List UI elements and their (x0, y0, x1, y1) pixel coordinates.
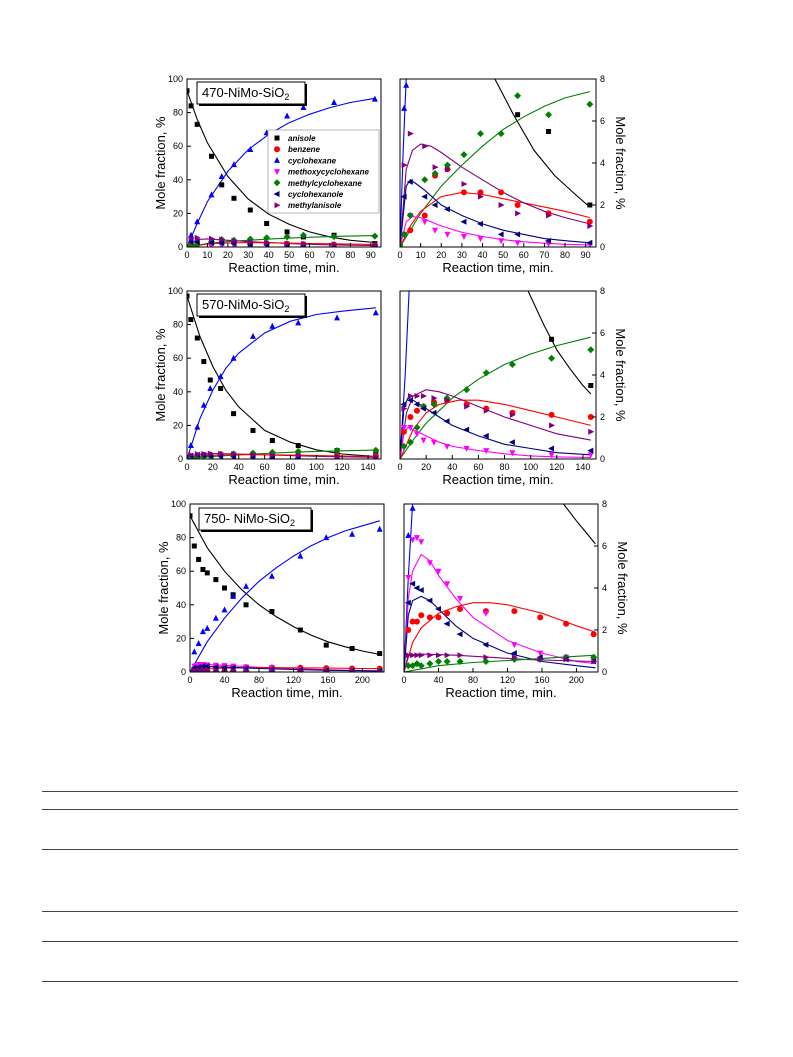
x-tick-label: 0 (184, 462, 190, 472)
data-markers (397, 82, 594, 249)
y-axis-title: Mole fraction, % (153, 116, 168, 210)
point-methoxycyclohexane (511, 642, 517, 648)
x-tick-label: 20 (421, 462, 432, 472)
point-cyclohexane (331, 99, 337, 105)
point-anisole (189, 103, 194, 108)
chart-panel-3 (153, 286, 381, 487)
x-tick-label: 80 (467, 675, 478, 685)
x-tick-label: 160 (320, 675, 336, 685)
point-anisole (269, 609, 274, 614)
point-methylcyclohexane (483, 369, 490, 376)
point-cyclohexane (188, 442, 194, 448)
point-cyclohexanole (460, 219, 466, 225)
y-axis-title: Mole fraction, % (613, 116, 628, 210)
y-axis-title: Mole fraction, % (613, 328, 628, 422)
point-benzene (537, 614, 543, 620)
point-benzene (457, 606, 463, 612)
point-anisole (209, 154, 214, 159)
y-tick-label: 20 (172, 208, 183, 219)
point-cyclohexane (401, 105, 407, 111)
fit-line-cyclohexanole (400, 180, 590, 247)
point-methylanisole (499, 202, 505, 208)
y-tick-label: 40 (172, 386, 183, 397)
point-methylcyclohexane (587, 346, 594, 353)
fit-curves (400, 291, 591, 459)
x-tick-label: 120 (499, 675, 515, 685)
x-tick-label: 120 (285, 675, 301, 685)
point-benzene (418, 612, 424, 618)
point-anisole (250, 428, 255, 433)
y-tick-label: 6 (600, 116, 606, 126)
data-markers (405, 505, 597, 670)
y-tick-label: 4 (602, 583, 608, 593)
point-methylanisole (515, 210, 521, 216)
point-cyclohexanole (444, 418, 450, 424)
x-tick-label: 10 (202, 250, 213, 260)
x-tick-label: 40 (433, 675, 444, 685)
point-benzene (549, 412, 555, 418)
point-cyclohexane (284, 112, 290, 118)
point-anisole (195, 336, 200, 341)
legend-label-anisole: anisole (288, 134, 316, 143)
y-tick-label: 100 (167, 286, 183, 296)
fit-line-methylanisole (400, 390, 591, 459)
panel-label: 570-NiMo-SiO$_2$ (202, 297, 290, 314)
point-methoxycyclohexane (444, 444, 450, 450)
point-cyclohexane (250, 333, 256, 339)
y-axis-title: Mole fraction, % (156, 541, 171, 635)
point-benzene (407, 414, 413, 420)
point-methoxycyclohexane (477, 236, 483, 242)
point-anisole (195, 122, 200, 127)
fit-line-methylcyclohexane (400, 337, 591, 459)
point-methylanisole (436, 652, 442, 658)
x-axis-title: Reaction time, min. (228, 260, 340, 275)
x-tick-label: 40 (233, 462, 244, 472)
fit-line-cyclohexanole (400, 398, 591, 459)
point-cyclohexane (377, 526, 383, 532)
point-benzene (414, 408, 420, 414)
x-tick-label: 0 (397, 462, 403, 472)
y-tick-label: 60 (172, 141, 183, 152)
point-methoxycyclohexane (431, 440, 437, 446)
point-methoxycyclohexane (414, 431, 420, 437)
plot-frame (400, 291, 596, 459)
fit-line-cyclohexane (187, 308, 376, 459)
point-anisole (350, 646, 355, 651)
point-methoxycyclohexane (421, 438, 427, 444)
point-cyclohexane (269, 573, 275, 579)
plot-frame (404, 504, 598, 672)
table-rule-4 (42, 911, 738, 912)
x-tick-label: 30 (243, 250, 254, 260)
legend (268, 130, 379, 213)
point-methylanisole (445, 652, 451, 658)
point-cyclohexane (231, 355, 237, 361)
data-markers (187, 513, 383, 675)
x-tick-label: 100 (308, 462, 324, 472)
chart-panel-2 (397, 74, 629, 275)
x-tick-label: 80 (499, 462, 510, 472)
data-markers (185, 294, 380, 463)
y-tick-label: 60 (172, 353, 183, 364)
x-tick-label: 90 (580, 250, 591, 260)
panel-label: 750- NiMo-SiO$_2$ (204, 511, 295, 528)
point-methylanisole (422, 143, 428, 149)
y-tick-label: 60 (175, 566, 186, 577)
point-anisole (244, 602, 249, 607)
fit-line-methoxycyclohexane (400, 217, 590, 247)
legend-label-cyclohexanole: cyclohexanole (288, 190, 344, 199)
point-methylcyclohexane (463, 386, 470, 393)
point-cyclohexane (207, 385, 213, 391)
x-tick-label: 120 (334, 462, 350, 472)
fit-line-benzene (404, 603, 595, 672)
point-cyclohexane (200, 628, 206, 634)
x-axis-title: Reaction time, min. (442, 472, 554, 487)
point-anisole (231, 196, 236, 201)
point-anisole (188, 317, 193, 322)
data-markers (400, 337, 594, 459)
point-cyclohexanole (430, 410, 436, 416)
y-tick-label: 6 (600, 328, 606, 338)
point-methylcyclohexane (460, 151, 467, 158)
y-tick-label: 20 (175, 633, 186, 644)
y-tick-label: 0 (180, 667, 186, 677)
point-methoxycyclohexane (483, 611, 489, 617)
point-cyclohexane (373, 309, 379, 315)
point-benzene (407, 227, 413, 233)
legend-label-cyclohexane: cyclohexane (288, 156, 337, 166)
fit-line-benzene (400, 400, 591, 459)
panel-label: 470-NiMo-SiO$_2$ (202, 85, 290, 102)
chart-panel-5 (156, 499, 384, 700)
point-benzene (444, 610, 450, 616)
point-benzene (435, 614, 441, 620)
x-tick-label: 60 (304, 250, 315, 260)
point-methoxycyclohexane (461, 234, 467, 240)
point-methylcyclohexane (498, 130, 505, 137)
point-cyclohexanole (463, 427, 469, 433)
x-tick-label: 20 (436, 250, 447, 260)
point-cyclohexanole (421, 194, 427, 200)
y-axis-title: Mole fraction, % (153, 328, 168, 422)
y-tick-label: 100 (170, 499, 186, 509)
chart-panel-6 (401, 499, 630, 700)
y-tick-label: 2 (602, 625, 608, 635)
fit-line-methylcyclohexane (400, 92, 590, 247)
point-cyclohexane (204, 625, 210, 631)
point-cyclohexane (213, 615, 219, 621)
x-tick-label: 10 (415, 250, 426, 260)
y-tick-label: 20 (172, 420, 183, 431)
x-tick-label: 200 (354, 675, 370, 685)
point-methylanisole (549, 422, 555, 428)
fit-line-methoxycyclohexane (400, 428, 591, 460)
table-rule-bottom (42, 981, 738, 982)
point-cyclohexanole (509, 439, 515, 445)
table-rule-top (42, 791, 738, 792)
y-tick-label: 6 (602, 541, 608, 551)
x-tick-label: 160 (534, 675, 550, 685)
fit-curves (400, 79, 590, 247)
point-anisole (205, 570, 210, 575)
x-axis-title: Reaction time, min. (231, 685, 343, 700)
y-tick-label: 0 (602, 667, 608, 677)
point-anisole (549, 337, 554, 342)
x-tick-label: 80 (345, 250, 356, 260)
point-methylanisole (458, 652, 464, 658)
chart-panel-4 (397, 286, 628, 487)
panel-label-box (197, 82, 307, 106)
point-methylcyclohexane (421, 176, 428, 183)
point-methylanisole (408, 131, 414, 137)
x-tick-label: 0 (184, 250, 190, 260)
y-tick-label: 80 (175, 532, 186, 543)
point-methylcyclohexane (548, 355, 555, 362)
table-rule-3 (42, 849, 738, 850)
y-tick-label: 4 (600, 158, 606, 168)
point-anisole (192, 544, 197, 549)
point-anisole (231, 411, 236, 416)
point-methylcyclohexane (545, 111, 552, 118)
chart-panel-1 (153, 74, 381, 275)
y-tick-label: 0 (177, 242, 183, 252)
point-methoxycyclohexane (405, 575, 411, 581)
point-methylanisole (433, 164, 439, 170)
table-rule-5 (42, 941, 738, 942)
y-tick-label: 40 (172, 174, 183, 185)
point-methoxycyclohexane (509, 450, 515, 456)
y-tick-label: 4 (600, 370, 606, 380)
plot-frame (400, 79, 596, 247)
point-methylcyclohexane (586, 101, 593, 108)
point-anisole (515, 112, 520, 117)
panel-label-box (199, 508, 313, 532)
y-tick-label: 80 (172, 319, 183, 330)
point-cyclohexane (410, 505, 416, 511)
x-tick-label: 40 (447, 462, 458, 472)
point-benzene (427, 614, 433, 620)
point-benzene (563, 621, 569, 627)
fit-line-anisole (495, 79, 590, 207)
panel-label-box (197, 294, 307, 318)
y-tick-label: 0 (600, 242, 606, 252)
point-anisole (546, 129, 551, 134)
x-tick-label: 100 (523, 462, 539, 472)
point-cyclohexanole (548, 446, 554, 452)
point-anisole (324, 643, 329, 648)
point-cyclohexane (334, 314, 340, 320)
y-tick-label: 0 (177, 454, 183, 464)
point-cyclohexane (243, 583, 249, 589)
point-cyclohexanole (444, 621, 450, 627)
point-anisole (298, 628, 303, 633)
x-tick-label: 20 (207, 462, 218, 472)
y-tick-label: 2 (600, 200, 606, 210)
x-tick-label: 40 (219, 675, 230, 685)
x-tick-label: 70 (539, 250, 550, 260)
x-tick-label: 80 (253, 675, 264, 685)
legend-label-methylanisole: methylanisole (288, 201, 342, 211)
point-anisole (201, 359, 206, 364)
point-cyclohexane (221, 606, 227, 612)
point-anisole (208, 378, 213, 383)
x-tick-label: 80 (560, 250, 571, 260)
fit-curves (404, 504, 595, 672)
x-tick-label: 50 (498, 250, 509, 260)
point-methylcyclohexane (371, 233, 378, 240)
x-tick-label: 200 (568, 675, 584, 685)
point-anisole (377, 651, 382, 656)
point-anisole (222, 586, 227, 591)
point-anisole (588, 383, 593, 388)
y-tick-label: 0 (600, 454, 606, 464)
point-benzene (405, 627, 411, 633)
x-tick-label: 90 (365, 250, 376, 260)
x-tick-label: 140 (575, 462, 591, 472)
point-methoxycyclohexane (549, 452, 555, 458)
x-tick-label: 0 (401, 675, 407, 685)
point-anisole (219, 182, 224, 187)
x-axis-title: Reaction time, min. (442, 260, 554, 275)
fit-line-methylanisole (400, 144, 590, 247)
legend-marker-anisole (275, 136, 280, 141)
x-tick-label: 140 (360, 462, 376, 472)
y-tick-label: 8 (600, 286, 606, 296)
legend-label-methoxycyclohexane: methoxycyclohexane (288, 167, 369, 177)
point-methylanisole (421, 393, 427, 399)
point-methylanisole (588, 429, 594, 435)
y-tick-label: 40 (175, 599, 186, 610)
y-tick-label: 8 (600, 74, 606, 84)
legend-label-benzene: benzene (288, 145, 321, 155)
x-tick-label: 0 (397, 250, 403, 260)
x-tick-label: 40 (263, 250, 274, 260)
point-cyclohexanole (498, 231, 504, 237)
x-tick-label: 60 (473, 462, 484, 472)
point-benzene (461, 189, 467, 195)
point-methylcyclohexane (435, 658, 442, 665)
fit-line-anisole (528, 291, 591, 394)
point-cyclohexane (191, 648, 197, 654)
point-anisole (196, 557, 201, 562)
x-tick-label: 50 (284, 250, 295, 260)
point-methylanisole (408, 393, 414, 399)
point-benzene (515, 202, 521, 208)
fit-curves (187, 296, 376, 459)
point-methylcyclohexane (444, 658, 451, 665)
point-methylcyclohexane (477, 130, 484, 137)
point-cyclohexane (194, 424, 200, 430)
point-benzene (591, 631, 597, 637)
y-tick-label: 80 (172, 107, 183, 118)
legend-marker-benzene (274, 146, 280, 152)
x-tick-label: 20 (222, 250, 233, 260)
fit-line-anisole (187, 296, 376, 457)
point-anisole (270, 438, 275, 443)
fit-line-anisole (564, 504, 596, 544)
point-cyclohexane (196, 640, 202, 646)
y-axis-title: Mole fraction, % (615, 541, 630, 635)
point-anisole (296, 443, 301, 448)
x-tick-label: 70 (324, 250, 335, 260)
x-axis-title: Reaction time, min. (445, 685, 557, 700)
x-axis-title: Reaction time, min. (228, 472, 340, 487)
x-tick-label: 40 (477, 250, 488, 260)
point-methoxycyclohexane (422, 219, 428, 225)
point-benzene (422, 213, 428, 219)
legend-label-methylcyclohexane: methylcyclohexane (288, 178, 362, 188)
point-anisole (248, 208, 253, 213)
y-tick-label: 8 (602, 499, 608, 509)
point-cyclohexanole (426, 598, 432, 604)
point-cyclohexane (219, 173, 225, 179)
y-tick-label: 2 (600, 412, 606, 422)
point-anisole (587, 203, 592, 208)
point-methoxycyclohexane (432, 228, 438, 234)
point-methylanisole (419, 652, 425, 658)
point-methylcyclohexane (514, 92, 521, 99)
x-tick-label: 30 (456, 250, 467, 260)
point-cyclohexane (269, 323, 275, 329)
point-cyclohexane (295, 319, 301, 325)
point-anisole (200, 567, 205, 572)
x-tick-label: 60 (518, 250, 529, 260)
point-methoxycyclohexane (418, 539, 424, 545)
point-benzene (498, 189, 504, 195)
x-tick-label: 60 (259, 462, 270, 472)
point-benzene (511, 608, 517, 614)
x-tick-label: 120 (549, 462, 565, 472)
point-methylcyclohexane (426, 660, 433, 667)
point-benzene (414, 619, 420, 625)
point-anisole (213, 577, 218, 582)
y-tick-label: 100 (167, 74, 183, 84)
table-rule-2 (42, 809, 738, 810)
point-methoxycyclohexane (515, 240, 521, 246)
x-tick-label: 80 (285, 462, 296, 472)
point-cyclohexanole (457, 631, 463, 637)
point-cyclohexane (349, 531, 355, 537)
point-anisole (264, 221, 269, 226)
point-methoxycyclohexane (444, 232, 450, 238)
point-methylanisole (427, 652, 433, 658)
point-anisole (218, 386, 223, 391)
point-methylcyclohexane (284, 233, 291, 240)
point-cyclohexane (403, 82, 409, 88)
x-tick-label: 0 (187, 675, 193, 685)
point-methylanisole (461, 181, 467, 187)
